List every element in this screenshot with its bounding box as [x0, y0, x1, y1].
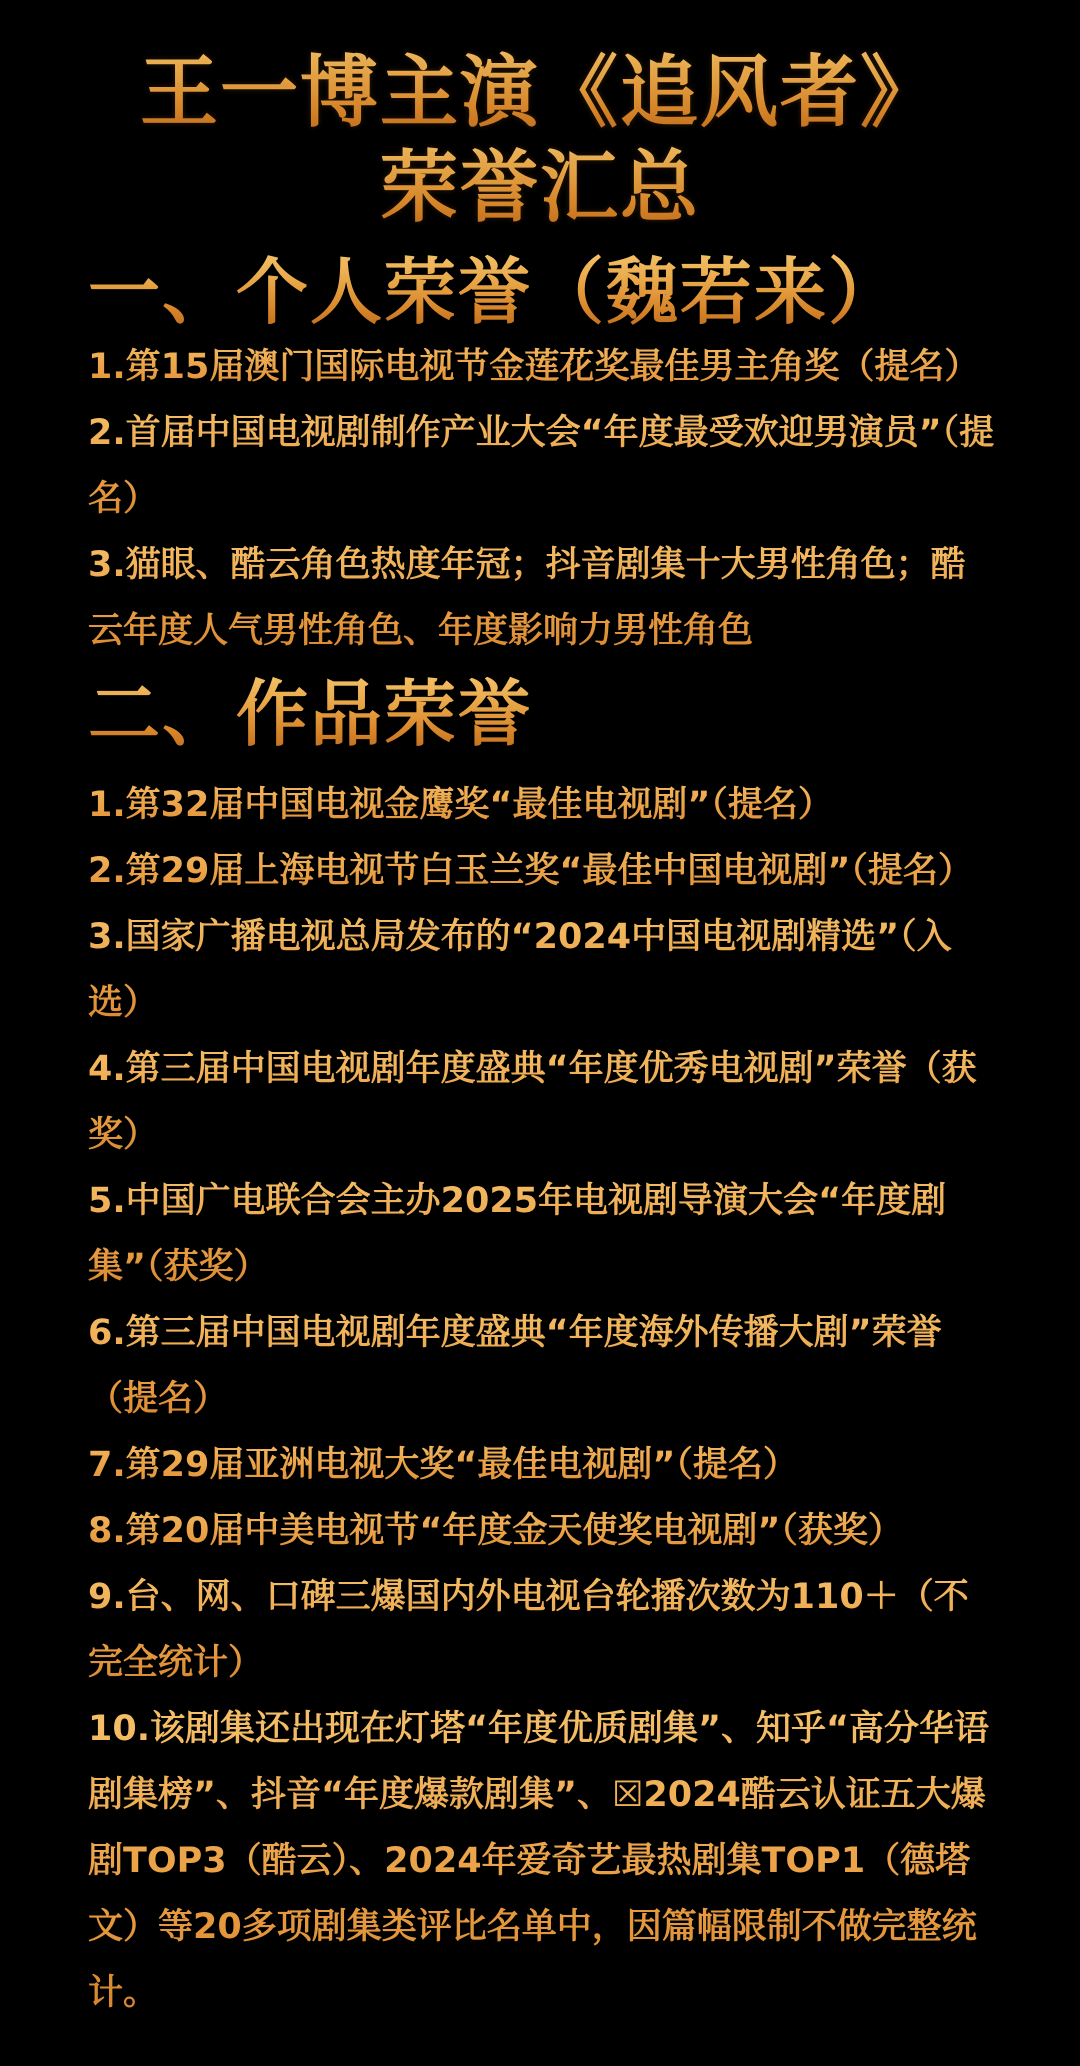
list-item: 5.中国广电联合会主办2025年电视剧导演大会“年度剧集”（获奖）	[88, 1168, 998, 1300]
list-item: 3.国家广播电视总局发布的“2024中国电视剧精选”（入选）	[88, 904, 998, 1036]
list-item: 7.第29届亚洲电视大奖“最佳电视剧”（提名）	[88, 1432, 998, 1498]
poster-title-line-1: 王一博主演《追风者》	[0, 48, 1080, 138]
list-item: 8.第20届中美电视节“年度金天使奖电视剧”（获奖）	[88, 1498, 998, 1564]
list-item: 3.猫眼、酷云角色热度年冠；抖音剧集十大男性角色；酷云年度人气男性角色、年度影响力男性角色	[88, 532, 998, 664]
list-item: 6.第三届中国电视剧年度盛典“年度海外传播大剧”荣誉（提名）	[88, 1300, 998, 1432]
poster-title-line-2: 荣誉汇总	[0, 143, 1080, 233]
list-item: 9.台、网、口碑三爆国内外电视台轮播次数为110＋（不完全统计）	[88, 1564, 998, 1696]
list-item: 1.第15届澳门国际电视节金莲花奖最佳男主角奖（提名）	[88, 334, 998, 400]
personal-honors-list	[88, 334, 998, 664]
section-heading-personal: 一、个人荣誉（魏若来）	[88, 250, 903, 334]
list-item: 1.第32届中国电视金鹰奖“最佳电视剧”（提名）	[88, 772, 998, 838]
list-item: 2.第29届上海电视节白玉兰奖“最佳中国电视剧”（提名）	[88, 838, 998, 904]
section-heading-works: 二、作品荣誉	[88, 672, 533, 756]
list-item: 10.该剧集还出现在灯塔“年度优质剧集”、知乎“高分华语剧集榜”、抖音“年度爆款剧集”、☒2024酷云认证五大爆剧TOP3（酷云）、2024年爱奇艺最热剧集TOP1（德塔文）等20多项剧集类评比名单中，因篇幅限制不做完整统计。	[88, 1696, 998, 2026]
works-honors-list	[88, 772, 998, 2026]
list-item: 4.第三届中国电视剧年度盛典“年度优秀电视剧”荣誉（获奖）	[88, 1036, 998, 1168]
list-item: 2.首届中国电视剧制作产业大会“年度最受欢迎男演员”（提名）	[88, 400, 998, 532]
